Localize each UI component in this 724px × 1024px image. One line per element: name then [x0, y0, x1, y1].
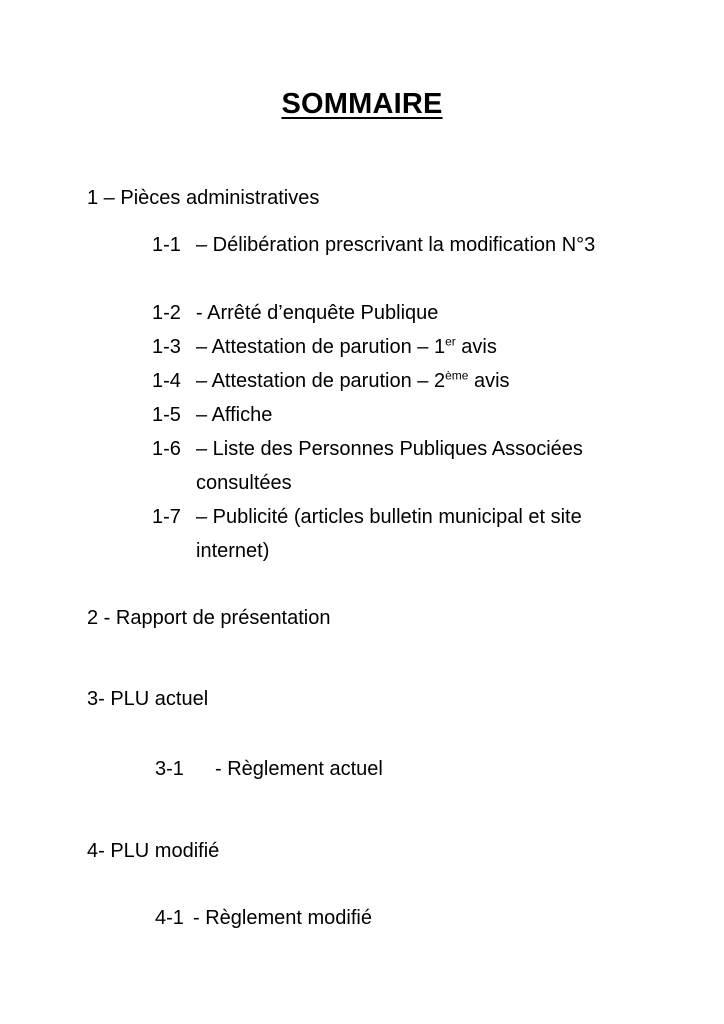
toc-item-text: - Arrêté d’enquête Publique — [196, 302, 439, 324]
toc-item-text-after: avis — [455, 336, 497, 358]
toc-item-1-1 — [152, 228, 610, 262]
toc-item-number: 1-1 — [152, 234, 181, 256]
toc-item-text: - Règlement modifié — [193, 907, 372, 929]
toc-item-number: 1-2 — [152, 302, 181, 324]
toc-item-text: – Liste des Personnes Publiques Associées consultées — [196, 438, 583, 494]
section-2-heading: 2 - Rapport de présentation — [87, 607, 331, 629]
toc-item-text: – Délibération prescrivant la modification N°3 — [196, 234, 596, 256]
toc-item-text: - Règlement actuel — [215, 758, 383, 780]
toc-item-text — [196, 330, 616, 364]
toc-item-1-2 — [152, 296, 616, 330]
toc-item-text-before: – Attestation de parution – 2 — [196, 370, 446, 392]
toc-item-number: 1-6 — [152, 438, 181, 460]
document-title: SOMMAIRE — [281, 88, 443, 120]
toc-item-text-before: – Attestation de parution – 1 — [196, 336, 446, 358]
toc-item-text — [196, 364, 616, 398]
toc-item-text: – Publicité (articles bulletin municipal et site internet) — [196, 506, 582, 562]
toc-item-1-5 — [152, 398, 616, 432]
toc-item-3-1 — [155, 757, 383, 781]
toc-item-text-after: avis — [468, 370, 510, 392]
toc-item-4-1 — [155, 906, 372, 930]
section-4-heading: 4- PLU modifié — [87, 840, 220, 862]
toc-item-number: 1-4 — [152, 370, 181, 392]
toc-item-number: 4-1 — [155, 907, 184, 929]
section-3-heading: 3- PLU actuel — [87, 688, 209, 710]
toc-item-number: 1-5 — [152, 404, 181, 426]
toc-item-1-3 — [152, 330, 616, 364]
toc-item-1-6 — [152, 432, 616, 500]
toc-item-number: 1-7 — [152, 506, 181, 528]
toc-item-1-4 — [152, 364, 616, 398]
toc-item-number: 3-1 — [155, 758, 184, 780]
ordinal-superscript: er — [445, 334, 456, 349]
section-1-heading: 1 – Pièces administratives — [87, 187, 320, 209]
toc-item-number: 1-3 — [152, 336, 181, 358]
ordinal-superscript: ème — [445, 368, 469, 383]
toc-item-1-7 — [152, 500, 638, 568]
toc-item-text: – Affiche — [196, 404, 273, 426]
